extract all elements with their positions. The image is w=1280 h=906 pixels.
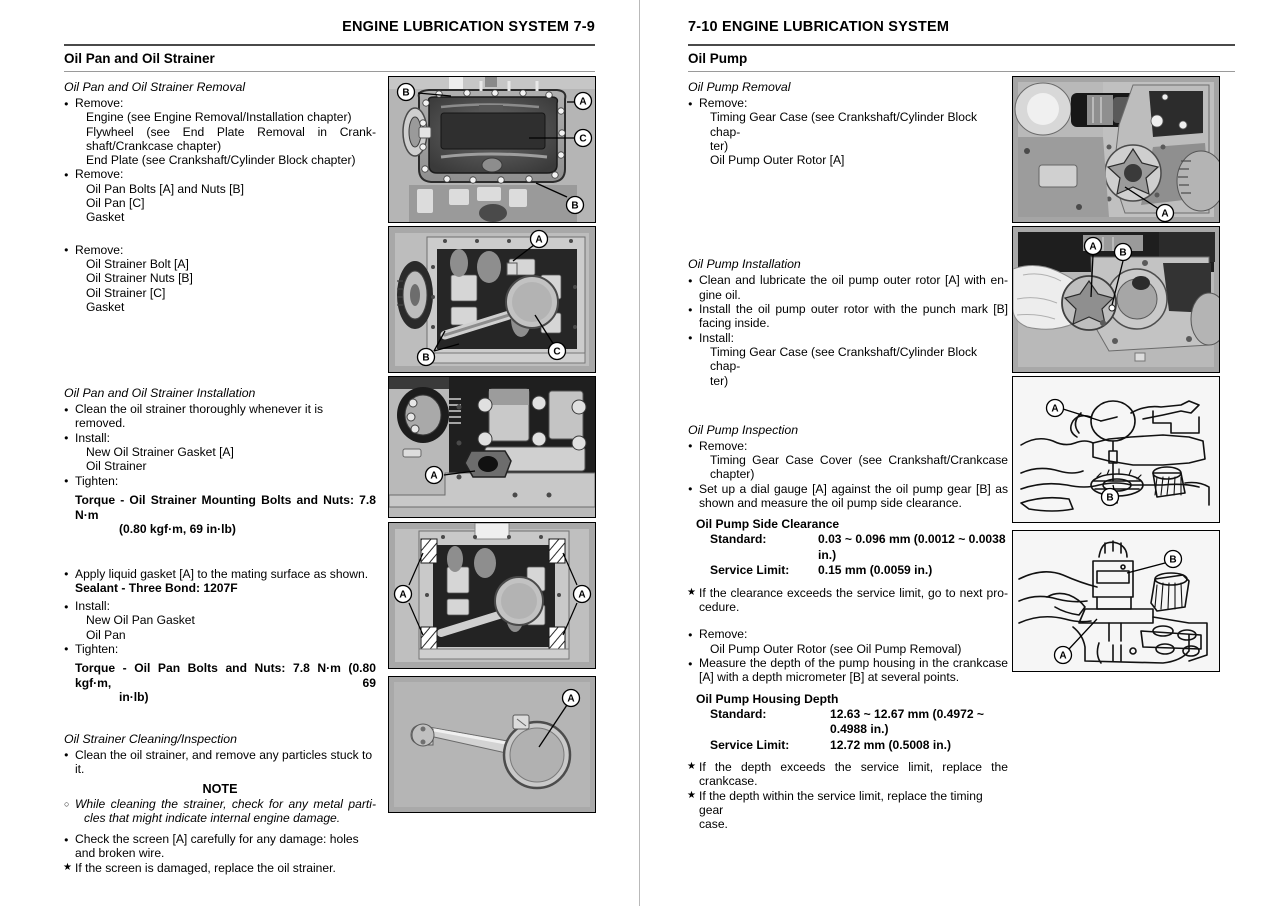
left-column-content	[64, 80, 595, 875]
star-depth-exceeds-l2: crankcase.	[699, 774, 758, 789]
torque-oil-pan-line1: Torque - Oil Pan Bolts and Nuts: 7.8 N·m (0.80 kgf·m, 69	[75, 661, 376, 690]
remove-item-oil-pan: Oil Pan [C]	[86, 196, 145, 211]
note-text-line2: cles that might indicate internal engine damage.	[84, 810, 341, 825]
torque-oil-pan-line2: in·lb)	[119, 690, 149, 705]
spec-title-housing-depth: Oil Pump Housing Depth	[696, 691, 839, 706]
star-clearance-exceeds-l2: cedure.	[699, 600, 740, 615]
spacer-b	[64, 314, 376, 386]
bullet-pump-remove: ● Remove:	[688, 96, 1008, 110]
bullet-install-rotor-l1: ● Install the oil pump outer rotor with the punch mark [B]	[688, 302, 1008, 316]
spacer-r4	[688, 614, 1008, 627]
spec-value-service-limit-clearance: 0.15 mm (0.0059 in.)	[818, 563, 933, 578]
svg-text:A: A	[578, 589, 586, 601]
right-text-column	[688, 80, 1008, 832]
svg-text:B: B	[422, 352, 430, 364]
remove-item-flywheel-line1: Flywheel (see End Plate Removal in Crank-	[86, 124, 376, 139]
star-depth-within-l2: case.	[699, 817, 728, 832]
spacer-r5	[688, 753, 1008, 760]
remove-item-end-plate: End Plate (see Crankshaft/Cylinder Block chapter)	[86, 153, 356, 168]
install-item-oil-pan: Oil Pan	[86, 627, 126, 642]
figure-oil-strainer-photo	[388, 226, 596, 373]
heading-strainer-cleaning: Oil Strainer Cleaning/Inspection	[64, 731, 237, 746]
svg-text:B: B	[571, 200, 579, 212]
svg-text:A: A	[1051, 403, 1059, 415]
section-title-left: Oil Pan and Oil Strainer	[64, 51, 215, 66]
pump-install-item-l1: Timing Gear Case (see Crankshaft/Cylinder Block chap-	[710, 344, 978, 374]
heading-oil-pump-removal: Oil Pump Removal	[688, 80, 791, 94]
svg-text:A: A	[1161, 208, 1169, 220]
figure-oil-strainer-screen-photo	[388, 676, 596, 813]
remove-item-flywheel-line2: shaft/Crankcase chapter)	[86, 138, 222, 153]
header-rule-right	[688, 44, 1235, 46]
pump-install-item-l2: ter)	[710, 373, 729, 388]
remove-item-strainer-nuts: Oil Strainer Nuts [B]	[86, 271, 193, 286]
bullet-install-2: ● Install:	[64, 599, 376, 613]
figure-oil-pump-rotor-install-photo	[1012, 226, 1220, 373]
page-header-left: ENGINE LUBRICATION SYSTEM 7-9	[342, 19, 595, 35]
svg-text:B: B	[1169, 554, 1177, 566]
star-depth-within-l1: ★ If the depth within the service limit, replace the timing gear	[688, 789, 1008, 818]
figure-oil-strainer-gasket-photo	[388, 376, 596, 518]
spacer-h	[64, 825, 376, 832]
heading-oil-pan-removal: Oil Pan and Oil Strainer Removal	[64, 80, 246, 94]
figure-oil-pump-outer-rotor-photo	[1012, 76, 1220, 223]
note-text-line1: ○ While cleaning the strainer, check for any metal parti-	[64, 797, 376, 811]
bullet-tighten-2: ● Tighten:	[64, 642, 376, 656]
svg-text:A: A	[535, 234, 543, 246]
figure-oil-pan-photo	[388, 76, 596, 223]
spacer-d	[64, 537, 376, 567]
svg-text:A: A	[1059, 650, 1067, 662]
section-rule-left	[64, 71, 595, 72]
right-column-content	[688, 80, 1235, 832]
spacer-r2	[688, 388, 1008, 423]
bullet-clean-remove-particles: ● Clean the oil strainer, and remove any particles stuck to it.	[64, 748, 376, 777]
spec-side-clearance	[688, 517, 1008, 579]
bullet-tighten-1: ● Tighten:	[64, 474, 376, 488]
svg-text:A: A	[399, 589, 407, 601]
torque-strainer-line1: Torque - Oil Strainer Mounting Bolts and Nuts: 7.8 N·m	[75, 492, 376, 522]
bullet-remove-3: ● Remove:	[64, 243, 376, 257]
spec-value-standard-depth: 12.63 ~ 12.67 mm (0.4972 ~ 0.4988 in.)	[830, 706, 984, 737]
svg-text:A: A	[567, 693, 575, 705]
bullet-insp-remove: ● Remove:	[688, 439, 1008, 453]
bullet-remove-2: ● Remove:	[64, 167, 376, 181]
heading-oil-pump-installation: Oil Pump Installation	[688, 257, 801, 272]
spacer-a	[64, 225, 376, 243]
header-rule-left	[64, 44, 595, 46]
install-item-new-pan-gasket: New Oil Pan Gasket	[86, 613, 195, 628]
pump-remove-item-timing-gear-case-l2: ter)	[710, 138, 729, 153]
figure-liquid-gasket-photo	[388, 522, 596, 669]
star-clearance-exceeds-l1: ★ If the clearance exceeds the service limit, go to next pro-	[688, 586, 1008, 600]
torque-strainer-line2: (0.80 kgf·m, 69 in·lb)	[119, 522, 236, 537]
spec-row-standard-depth	[688, 707, 1008, 738]
spec-housing-depth	[688, 692, 1008, 754]
remove-item-strainer: Oil Strainer [C]	[86, 285, 166, 300]
bullet-check-screen: ● Check the screen [A] carefully for any damage: holes and broken wire.	[64, 832, 376, 861]
bullet-dial-gauge-l2: shown and measure the oil pump side clearance.	[699, 496, 962, 511]
spec-row-service-limit-clearance	[688, 563, 1008, 579]
spacer-r3	[688, 579, 1008, 586]
spec-key-standard-depth: Standard:	[710, 706, 767, 721]
bullet-pump-install: ● Install:	[688, 331, 1008, 345]
note-label: NOTE	[202, 781, 238, 796]
remove-item-oil-pan-bolts: Oil Pan Bolts [A] and Nuts [B]	[86, 181, 244, 196]
remove-rotor-item: Oil Pump Outer Rotor (see Oil Pump Removal)	[710, 641, 962, 656]
heading-oil-pump-inspection: Oil Pump Inspection	[688, 422, 799, 437]
svg-text:C: C	[579, 133, 587, 145]
spec-row-standard-clearance	[688, 532, 1008, 563]
spacer-g	[64, 705, 376, 732]
spec-value-standard-clearance: 0.03 ~ 0.096 mm (0.0012 ~ 0.0038 in.)	[818, 532, 1006, 562]
page-header-right: 7-10 ENGINE LUBRICATION SYSTEM	[688, 19, 950, 35]
bullet-clean-lubricate-l2: gine oil.	[699, 287, 741, 302]
bullet-measure-depth-l1: ● Measure the depth of the pump housing in the crankcase	[688, 656, 1008, 670]
figure-depth-micrometer-drawing	[1012, 530, 1220, 672]
svg-text:B: B	[1119, 247, 1127, 259]
insp-remove-item-l1: Timing Gear Case Cover (see Crankshaft/Crankcase	[710, 453, 1008, 468]
bullet-clean-strainer: ● Clean the oil strainer thoroughly whenever it is removed.	[64, 402, 376, 431]
bullet-remove-rotor: ● Remove:	[688, 627, 1008, 641]
install-item-oil-strainer: Oil Strainer	[86, 459, 147, 474]
insp-remove-item-l2: chapter)	[710, 467, 755, 482]
section-rule-right	[688, 71, 1235, 72]
bullet-apply-liquid-gasket: ● Apply liquid gasket [A] to the mating surface as shown.	[64, 567, 376, 581]
bullet-install-rotor-l2: facing inside.	[699, 316, 770, 331]
pump-remove-item-timing-gear-case-l1: Timing Gear Case (see Crankshaft/Cylinder Block chap-	[710, 110, 978, 139]
bullet-measure-depth-l2: [A] with a depth micrometer [B] at several points.	[699, 670, 960, 685]
bullet-dial-gauge-l1: ● Set up a dial gauge [A] against the oil pump gear [B] as	[688, 482, 1008, 496]
svg-text:B: B	[1106, 492, 1114, 504]
svg-text:A: A	[1089, 241, 1097, 253]
spec-key-service-limit-clearance: Service Limit:	[710, 563, 790, 578]
spec-value-service-limit-depth: 12.72 mm (0.5008 in.)	[830, 737, 952, 752]
svg-text:C: C	[553, 346, 561, 358]
svg-text:A: A	[579, 96, 587, 108]
remove-item-gasket-2: Gasket	[86, 299, 125, 314]
star-depth-exceeds-l1: ★ If the depth exceeds the service limit, replace the	[688, 760, 1008, 774]
install-item-new-gasket: New Oil Strainer Gasket [A]	[86, 445, 234, 460]
bullet-install-1: ● Install:	[64, 431, 376, 445]
spacer-r1	[688, 167, 1008, 257]
star-screen-damaged: ★ If the screen is damaged, replace the oil strainer.	[64, 861, 376, 875]
bullet-clean-lubricate-l1: ● Clean and lubricate the oil pump outer rotor [A] with en-	[688, 273, 1008, 287]
figure-dial-gauge-drawing	[1012, 376, 1220, 523]
remove-item-strainer-bolt: Oil Strainer Bolt [A]	[86, 256, 189, 271]
remove-item-gasket-1: Gasket	[86, 210, 125, 225]
section-title-right: Oil Pump	[688, 51, 748, 66]
left-text-column	[64, 80, 376, 875]
sealant-spec: Sealant - Three Bond: 1207F	[75, 581, 238, 596]
svg-text:B: B	[402, 87, 410, 99]
bullet-remove-1: ● Remove:	[64, 96, 376, 110]
heading-oil-pan-installation: Oil Pan and Oil Strainer Installation	[64, 386, 256, 401]
svg-text:A: A	[430, 470, 438, 482]
remove-item-engine: Engine (see Engine Removal/Installation chapter)	[86, 110, 352, 125]
spec-row-service-limit-depth	[688, 738, 1008, 754]
spec-key-service-limit-depth: Service Limit:	[710, 737, 790, 752]
spec-title-side-clearance: Oil Pump Side Clearance	[696, 517, 840, 532]
pump-remove-item-outer-rotor: Oil Pump Outer Rotor [A]	[710, 153, 845, 168]
page-right-7-10	[640, 0, 1280, 906]
spec-key-standard-clearance: Standard:	[710, 532, 767, 547]
